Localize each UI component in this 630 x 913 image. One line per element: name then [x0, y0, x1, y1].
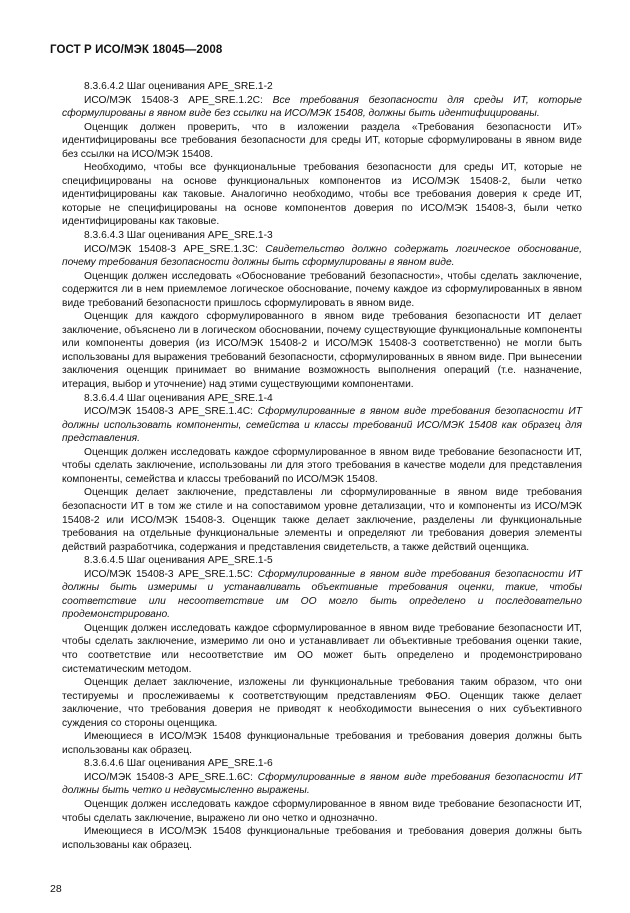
- paragraph: Оценщик должен исследовать каждое сформулированное в явном виде требование безопасности ИТ, чтобы сделать заключение, измеримо ли оно и устанавливает ли объективные требования оценки такие, что соответствие или несоответствие им ОО может быть определено и продемонстрировано систематическим методом.: [62, 622, 582, 675]
- requirement-text: Сформулированные в явном виде требования безопасности ИТ должны быть четко и недвусмысленно выражены.: [62, 771, 582, 797]
- requirement-id: ИСО/МЭК 15408-3 APE_SRE.1.4C:: [84, 406, 258, 418]
- requirement-id: ИСО/МЭК 15408-3 APE_SRE.1.2C:: [84, 94, 273, 106]
- paragraph: Оценщик делает заключение, представлены ли сформулированные в явном виде требования безопасности ИТ в том же стиле и на сопоставимом уровне детализации, что и компоненты из ИСО/МЭК 15408-2 или ИСО/МЭК 15408-3. Оценщик также делает заключение, разделены ли функциональные требования на отдельные функциональные элементы и определяют ли требования доверия элементы действий разработчика, содержания и представления свидетельств, а также действий оценщика.: [62, 487, 582, 553]
- requirement-id: ИСО/МЭК 15408-3 APE_SRE.1.5C:: [84, 568, 258, 580]
- step-heading: 8.3.6.4.4 Шаг оценивания APE_SRE.1-4: [84, 392, 273, 404]
- document-body: [62, 80, 582, 852]
- paragraph: Оценщик должен проверить, что в изложении раздела «Требования безопасности ИТ» идентифицированы все требования безопасности для среды ИТ, которые сформулированы в явном виде без ссылки на ИСО/МЭК 15408.: [62, 121, 582, 160]
- requirement-citation: [62, 243, 582, 270]
- step-heading: 8.3.6.4.3 Шаг оценивания APE_SRE.1-3: [84, 230, 273, 242]
- paragraph: Оценщик должен исследовать каждое сформулированное в явном виде требование безопасности ИТ, чтобы сделать заключение, выражено ли оно четко и однозначно.: [62, 798, 582, 824]
- paragraph: Оценщик делает заключение, изложены ли функциональные требования таким образом, что они тестируемы и прослеживаемы к соответствующим представлениям ФБО. Оценщик также делает заключение, что требования доверия не приводят к необходимости вынесения о них субъективного суждения со стороны оценщика.: [62, 677, 582, 729]
- page-number: 28: [50, 883, 62, 895]
- requirement-citation: [62, 405, 582, 446]
- step-heading: 8.3.6.4.5 Шаг оценивания APE_SRE.1-5: [84, 555, 273, 567]
- requirement-text: Сформулированные в явном виде требования безопасности ИТ должны использовать компоненты, семейства и классы требований ИСО/МЭК 15408 как образец для представления.: [62, 406, 582, 445]
- step-heading: 8.3.6.4.2 Шаг оценивания APE_SRE.1-2: [84, 81, 273, 92]
- paragraph: Оценщик должен исследовать «Обоснование требований безопасности», чтобы сделать заключение, содержится ли в нем приемлемое логическое обоснование, почему каждое из сформулированных в явном виде требований безопасности пришлось сформулировать в явном виде.: [62, 270, 582, 309]
- requirement-id: ИСО/МЭК 15408-3 APE_SRE.1.3C:: [84, 243, 266, 255]
- requirement-citation: [62, 94, 582, 121]
- page-header: ГОСТ Р ИСО/МЭК 18045—2008: [50, 44, 223, 56]
- paragraph: Имеющиеся в ИСО/МЭК 15408 функциональные требования и требования доверия должны быть использованы как образец.: [62, 731, 582, 756]
- paragraph: Оценщик для каждого сформулированного в явном виде требования безопасности ИТ делает заключение, объяснено ли в логическом обосновании, почему существующие функциональные компоненты или компоненты доверия (из ИСО/МЭК 15408-2 и ИСО/МЭК 15408-3 соответственно) не могли быть использованы для выражения требований безопасности, сформулированных в явном виде. При вынесении заключения оценщик принимает во внимание возможность выполнения операций (т.е. назначение, итерация, выбор и уточнение) над этими существующими компонентами.: [62, 311, 582, 391]
- requirement-text: Все требования безопасности для среды ИТ, которые сформулированы в явном виде без ссылки на ИСО/МЭК 15408, должны быть идентифицированы.: [62, 94, 582, 120]
- paragraph: Оценщик должен исследовать каждое сформулированное в явном виде требование безопасности ИТ, чтобы сделать заключение, использованы ли для этого требования в качестве модели для представления компоненты, семейства и классы требований по ИСО/МЭК 15408.: [62, 446, 582, 485]
- requirement-text: Свидетельство должно содержать логическое обоснование, почему требования безопасности должны быть сформулированы в явном виде.: [62, 243, 582, 269]
- requirement-citation: [62, 568, 582, 622]
- paragraph: Имеющиеся в ИСО/МЭК 15408 функциональные требования и требования доверия должны быть использованы как образец.: [62, 826, 582, 851]
- step-heading: 8.3.6.4.6 Шаг оценивания APE_SRE.1-6: [84, 758, 273, 770]
- paragraph: Необходимо, чтобы все функциональные требования безопасности для среды ИТ, которые не специфицированы на основе функциональных компонентов из ИСО/МЭК 15408-2, были четко идентифицированы как таковые. Аналогично необходимо, чтобы все требования доверия к среде ИТ, которые не специфицированы на основе компонентов доверия по ИСО/МЭК 15408-3, были четко идентифицированы как таковые.: [62, 162, 582, 228]
- requirement-id: ИСО/МЭК 15408-3 APE_SRE.1.6C:: [84, 771, 258, 783]
- requirement-text: Сформулированные в явном виде требования безопасности ИТ должны быть измеримы и устанавливать объективные требования оценки, такие, чтобы соответствие или несоответствие им ОО могло быть определено и последовательно продемонстрировано.: [62, 568, 582, 621]
- requirement-citation: [62, 771, 582, 798]
